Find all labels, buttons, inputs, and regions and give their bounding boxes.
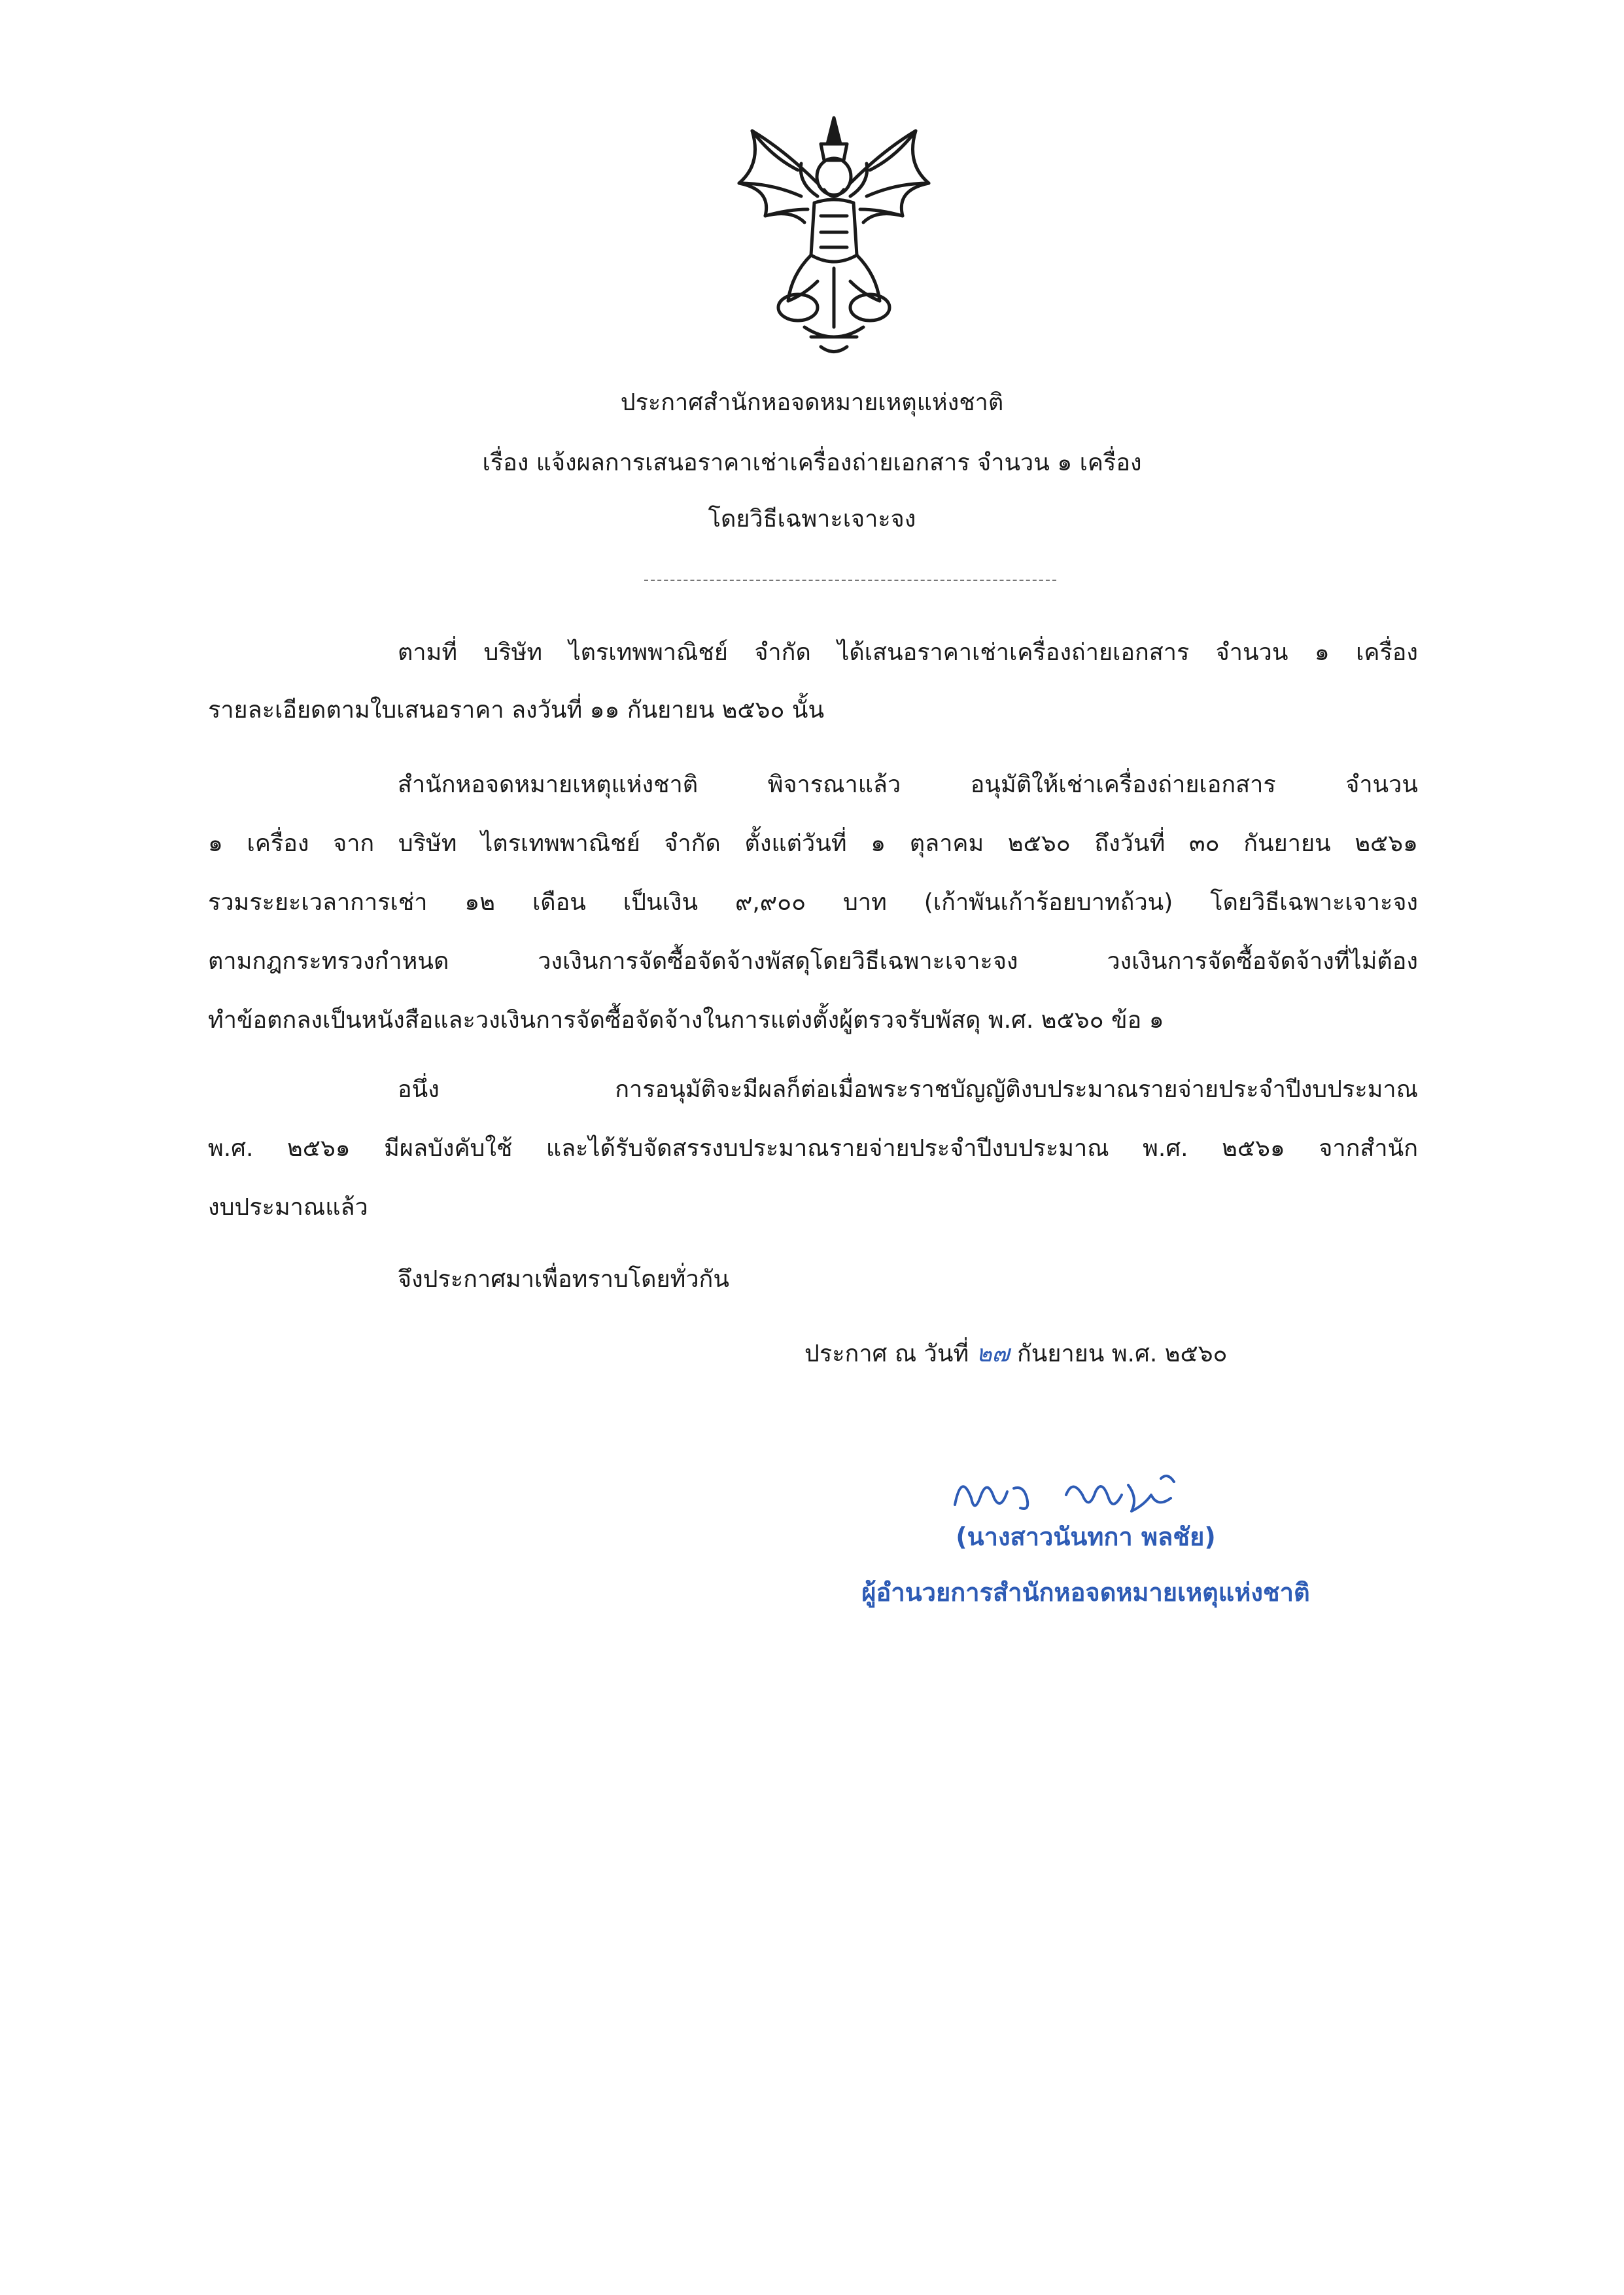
dateline-day: ๒๗: [976, 1340, 1010, 1367]
title-divider: [644, 580, 1056, 581]
paragraph-3-line-3: งบประมาณแล้ว: [208, 1194, 368, 1221]
paragraph-3-line-2: พ.ศ. ๒๕๖๑ มีผลบังคับใช้ และได้รับจัดสรรงบประมาณรายจ่ายประจำปีงบประมาณ พ.ศ. ๒๕๖๑ จากสำนัก: [208, 1135, 1418, 1162]
paragraph-3-line-1: อนึ่ง การอนุมัติจะมีผลก็ต่อเมื่อพระราชบัญญัติงบประมาณรายจ่ายประจำปีงบประมาณ: [398, 1076, 1418, 1103]
paragraph-2-line-3: รวมระยะเวลาการเช่า ๑๒ เดือน เป็นเงิน ๙,๙๐๐ บาท (เก้าพันเก้าร้อยบาทถ้วน) โดยวิธีเฉพาะเจาะจง: [208, 889, 1418, 916]
signature-scribble: [942, 1459, 1217, 1531]
signer-title: ผู้อำนวยการสำนักหอจดหมายเหตุแห่งชาติ: [861, 1578, 1310, 1607]
announcement-subject: เรื่อง แจ้งผลการเสนอราคาเช่าเครื่องถ่ายเอกสาร จำนวน ๑ เครื่อง: [482, 449, 1142, 476]
paragraph-1-line-2: รายละเอียดตามใบเสนอราคา ลงวันที่ ๑๑ กันยายน ๒๕๖๐ นั้น: [208, 697, 825, 724]
dateline-prefix: ประกาศ ณ วันที่: [804, 1340, 969, 1367]
garuda-emblem-icon: [726, 111, 942, 360]
signer-name: (นางสาวนันทกา พลชัย): [956, 1522, 1216, 1551]
announcement-title: ประกาศสำนักหอจดหมายเหตุแห่งชาติ: [620, 389, 1004, 416]
announcement-method: โดยวิธีเฉพาะเจาะจง: [708, 506, 916, 533]
paragraph-2-line-5: ทำข้อตกลงเป็นหนังสือและวงเงินการจัดซื้อจัดจ้างในการแต่งตั้งผู้ตรวจรับพัสดุ พ.ศ. ๒๕๖๐ ข้อ ๑: [208, 1007, 1164, 1034]
dateline: [804, 1342, 1419, 1366]
paragraph-2-line-4: ตามกฎกระทรวงกำหนด วงเงินการจัดซื้อจัดจ้างพัสดุโดยวิธีเฉพาะเจาะจง วงเงินการจัดซื้อจัดจ้างที่ไม่ต้อง: [208, 948, 1418, 975]
dateline-suffix: กันยายน พ.ศ. ๒๕๖๐: [1016, 1340, 1228, 1367]
paragraph-2-line-1: สำนักหอจดหมายเหตุแห่งชาติ พิจารณาแล้ว อนุมัติให้เช่าเครื่องถ่ายเอกสาร จำนวน: [398, 771, 1418, 798]
paragraph-1-line-1: ตามที่ บริษัท ไตรเทพพาณิชย์ จำกัด ได้เสนอราคาเช่าเครื่องถ่ายเอกสาร จำนวน ๑ เครื่อง: [398, 639, 1418, 666]
closing-line: จึงประกาศมาเพื่อทราบโดยทั่วกัน: [398, 1266, 729, 1293]
paragraph-2-line-2: ๑ เครื่อง จาก บริษัท ไตรเทพพาณิชย์ จำกัด ตั้งแต่วันที่ ๑ ตุลาคม ๒๕๖๐ ถึงวันที่ ๓๐ กันยายน ๒๕๖๑: [208, 830, 1418, 857]
